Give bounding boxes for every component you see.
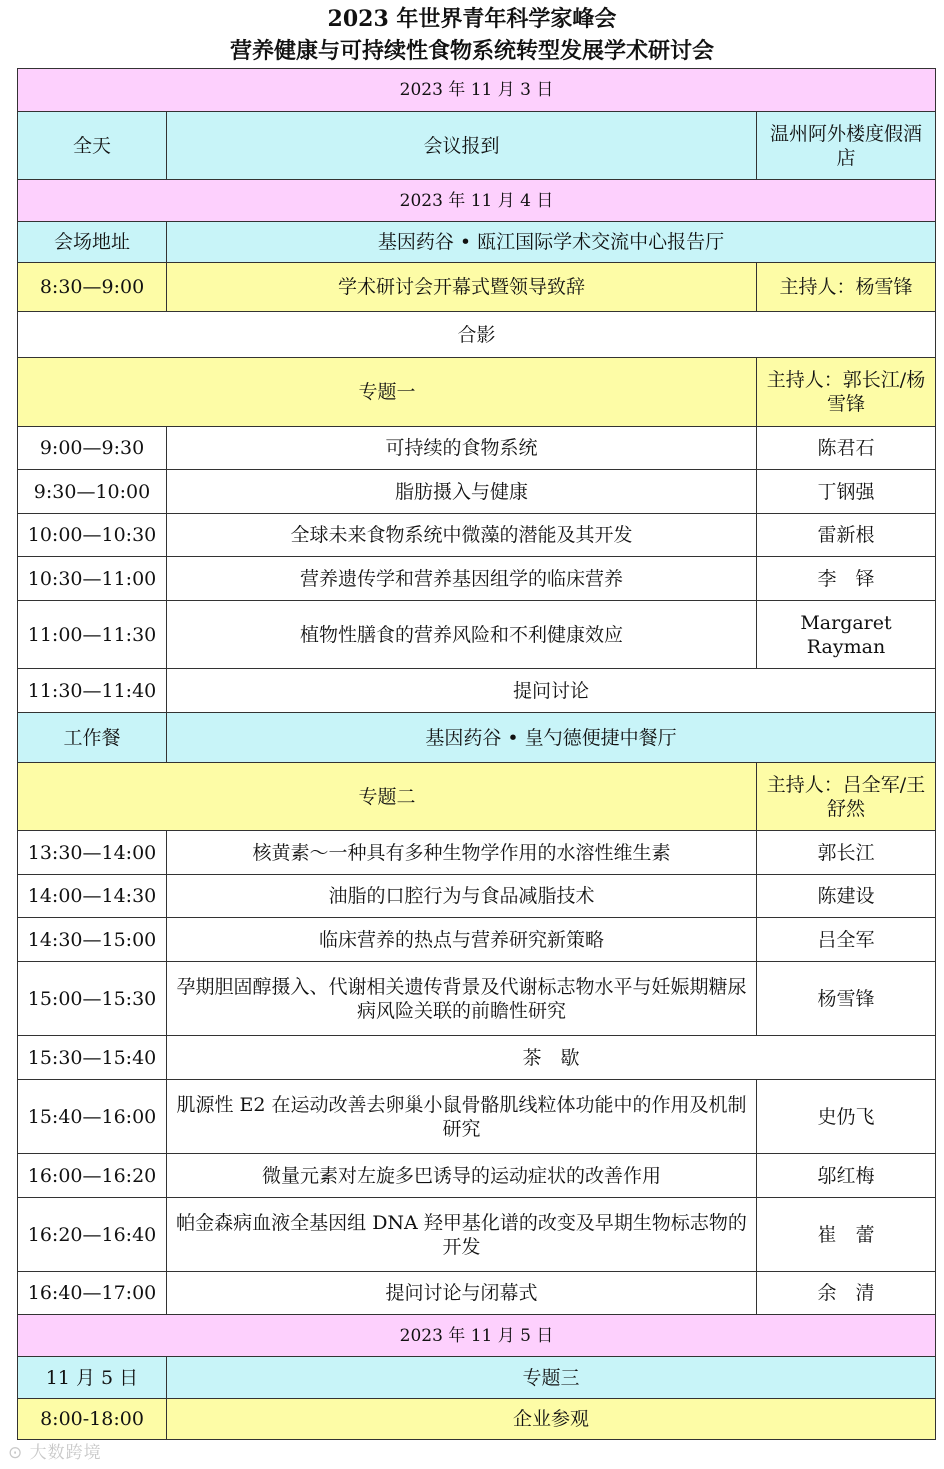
time-cell: 16:00—16:20 bbox=[18, 1154, 167, 1198]
talk-row bbox=[18, 962, 936, 1036]
event-cell: 会议报到 bbox=[167, 112, 757, 180]
talk-row bbox=[18, 1154, 936, 1198]
venue-cell: 基因药谷 • 瓯江国际学术交流中心报告厅 bbox=[167, 222, 936, 263]
speaker-cell: 崔 蕾 bbox=[757, 1198, 936, 1272]
schedule-table bbox=[17, 68, 936, 1440]
registration-row bbox=[18, 112, 936, 180]
lunch-label: 工作餐 bbox=[18, 713, 167, 763]
speaker-cell: 李 铎 bbox=[757, 557, 936, 601]
host-cell: 主持人：吕全军/王舒然 bbox=[757, 763, 936, 831]
time-cell: 16:40—17:00 bbox=[18, 1272, 167, 1315]
speaker-cell: 陈建设 bbox=[757, 875, 936, 918]
time-cell: 11:30—11:40 bbox=[18, 669, 167, 713]
date-row-nov3 bbox=[18, 69, 936, 112]
time-cell: 10:00—10:30 bbox=[18, 514, 167, 557]
event-cell: 提问讨论 bbox=[167, 669, 936, 713]
watermark-text: 大数跨境 bbox=[29, 1443, 102, 1463]
time-cell: 14:00—14:30 bbox=[18, 875, 167, 918]
talk-row bbox=[18, 601, 936, 669]
session2-row bbox=[18, 763, 936, 831]
talk-title: 脂肪摄入与健康 bbox=[167, 470, 757, 514]
host-cell: 主持人：杨雪锋 bbox=[757, 263, 936, 312]
talk-row bbox=[18, 831, 936, 875]
event-cell: 茶 歇 bbox=[167, 1036, 936, 1080]
talk-title: 孕期胆固醇摄入、代谢相关遗传背景及代谢标志物水平与妊娠期糖尿病风险关联的前瞻性研究 bbox=[167, 962, 757, 1036]
time-cell: 15:30—15:40 bbox=[18, 1036, 167, 1080]
time-cell: 9:00—9:30 bbox=[18, 427, 167, 470]
talk-row bbox=[18, 1198, 936, 1272]
speaker-cell: 吕全军 bbox=[757, 918, 936, 962]
place-cell: 温州阿外楼度假酒店 bbox=[757, 112, 936, 180]
host-cell: 主持人：郭长江/杨雪锋 bbox=[757, 358, 936, 427]
talk-row bbox=[18, 470, 936, 514]
day-label: 11 月 5 日 bbox=[18, 1357, 167, 1399]
session-title: 专题三 bbox=[167, 1357, 936, 1399]
talk-row bbox=[18, 557, 936, 601]
date-cell: 2023 年 11 月 5 日 bbox=[18, 1315, 936, 1357]
time-cell: 15:00—15:30 bbox=[18, 962, 167, 1036]
speaker-cell: 史仍飞 bbox=[757, 1080, 936, 1154]
date-row-nov5 bbox=[18, 1315, 936, 1357]
event-cell: 企业参观 bbox=[167, 1399, 936, 1440]
speaker-cell: 杨雪锋 bbox=[757, 962, 936, 1036]
talk-title: 临床营养的热点与营养研究新策略 bbox=[167, 918, 757, 962]
time-cell: 15:40—16:00 bbox=[18, 1080, 167, 1154]
talk-title: 油脂的口腔行为与食品减脂技术 bbox=[167, 875, 757, 918]
venue-label: 会场地址 bbox=[18, 222, 167, 263]
speaker-cell: 余 清 bbox=[757, 1272, 936, 1315]
talk-title: 帕金森病血液全基因组 DNA 羟甲基化谱的改变及早期生物标志物的开发 bbox=[167, 1198, 757, 1272]
watermark-logo-icon: ⊙ bbox=[8, 1443, 30, 1463]
tea-break-row bbox=[18, 1036, 936, 1080]
talk-row bbox=[18, 875, 936, 918]
event-cell: 学术研讨会开幕式暨领导致辞 bbox=[167, 263, 757, 312]
speaker-cell: 丁钢强 bbox=[757, 470, 936, 514]
talk-row bbox=[18, 918, 936, 962]
date-row-nov4 bbox=[18, 180, 936, 222]
qa-row bbox=[18, 669, 936, 713]
opening-row bbox=[18, 263, 936, 312]
talk-title: 核黄素～一种具有多种生物学作用的水溶性维生素 bbox=[167, 831, 757, 875]
event-cell: 合影 bbox=[18, 312, 936, 358]
speaker-cell: 郭长江 bbox=[757, 831, 936, 875]
time-cell: 全天 bbox=[18, 112, 167, 180]
talk-title: 全球未来食物系统中微藻的潜能及其开发 bbox=[167, 514, 757, 557]
time-cell: 14:30—15:00 bbox=[18, 918, 167, 962]
talk-title: 可持续的食物系统 bbox=[167, 427, 757, 470]
photo-row bbox=[18, 312, 936, 358]
date-cell: 2023 年 11 月 3 日 bbox=[18, 69, 936, 112]
talk-row bbox=[18, 1080, 936, 1154]
speaker-cell: Margaret Rayman bbox=[757, 601, 936, 669]
lunch-row bbox=[18, 713, 936, 763]
time-cell: 16:20—16:40 bbox=[18, 1198, 167, 1272]
speaker-cell: 陈君石 bbox=[757, 427, 936, 470]
session-title: 专题一 bbox=[18, 358, 757, 427]
time-cell: 8:00-18:00 bbox=[18, 1399, 167, 1440]
time-cell: 8:30—9:00 bbox=[18, 263, 167, 312]
talk-title: 微量元素对左旋多巴诱导的运动症状的改善作用 bbox=[167, 1154, 757, 1198]
session1-row bbox=[18, 358, 936, 427]
time-cell: 13:30—14:00 bbox=[18, 831, 167, 875]
visit-row bbox=[18, 1399, 936, 1440]
time-cell: 10:30—11:00 bbox=[18, 557, 167, 601]
watermark bbox=[8, 1438, 102, 1463]
session-title: 专题二 bbox=[18, 763, 757, 831]
talk-title: 营养遗传学和营养基因组学的临床营养 bbox=[167, 557, 757, 601]
page-title: 2023 年世界青年科学家峰会 bbox=[327, 6, 617, 32]
talk-title: 植物性膳食的营养风险和不利健康效应 bbox=[167, 601, 757, 669]
time-cell: 9:30—10:00 bbox=[18, 470, 167, 514]
speaker-cell: 邬红梅 bbox=[757, 1154, 936, 1198]
date-cell: 2023 年 11 月 4 日 bbox=[18, 180, 936, 222]
page-subtitle: 营养健康与可持续性食物系统转型发展学术研讨会 bbox=[229, 38, 714, 64]
time-cell: 11:00—11:30 bbox=[18, 601, 167, 669]
speaker-cell: 雷新根 bbox=[757, 514, 936, 557]
talk-row bbox=[18, 427, 936, 470]
venue-row bbox=[18, 222, 936, 263]
lunch-place: 基因药谷 • 皇勺德便捷中餐厅 bbox=[167, 713, 936, 763]
session3-row bbox=[18, 1357, 936, 1399]
event-cell: 提问讨论与闭幕式 bbox=[167, 1272, 757, 1315]
talk-row bbox=[18, 514, 936, 557]
talk-title: 肌源性 E2 在运动改善去卵巢小鼠骨骼肌线粒体功能中的作用及机制研究 bbox=[167, 1080, 757, 1154]
closing-row bbox=[18, 1272, 936, 1315]
